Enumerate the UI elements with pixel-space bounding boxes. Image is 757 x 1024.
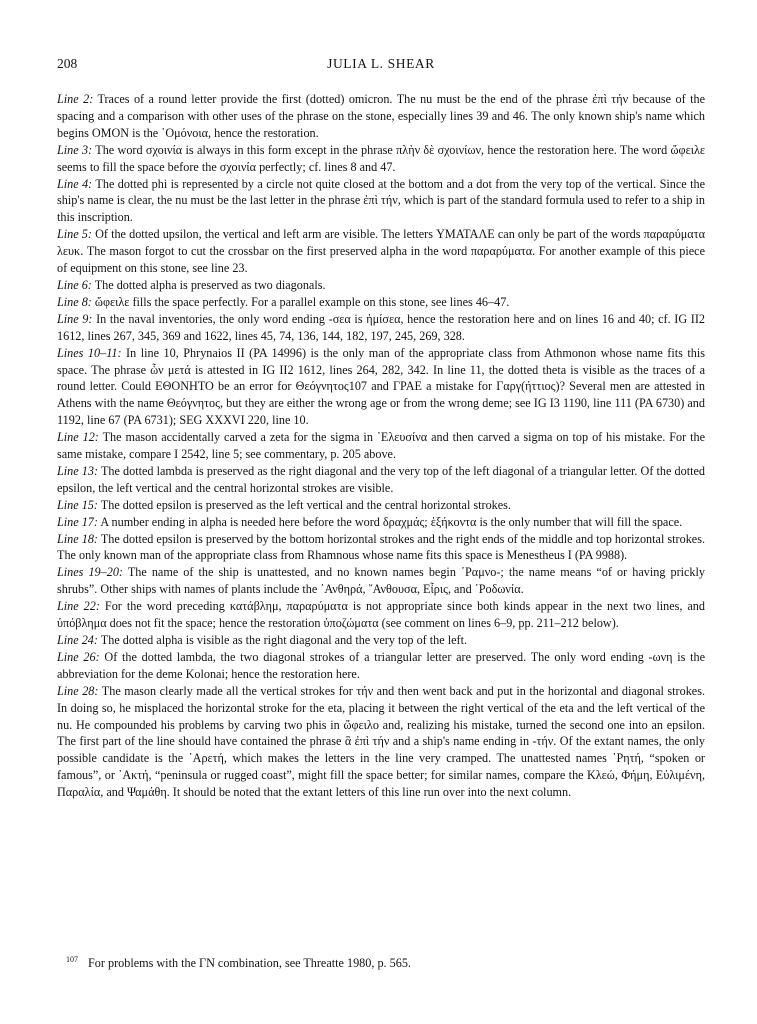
note-text: A number ending in alpha is needed here before the word δραχμάς; ἑξήκοντα is the only number that will fill the space. <box>97 514 683 529</box>
note-label: Line 26: <box>57 649 100 664</box>
note-label: Line 4: <box>57 176 93 191</box>
note-label: Line 6: <box>57 277 92 292</box>
note-label: Line 2: <box>57 92 94 106</box>
note-label: Line 8: <box>57 294 92 309</box>
note-text: In line 10, Phrynaios II (PA 14996) is the only man of the appropriate class from Athmonon whose name fits this space. The phrase ὧν μετά is attested in IG II2 1612, lines 264, 282, 342. In line 11, the dotted theta is visible as the traces of a round letter. Could ΕΘΟΝΗΤΟ be an error for Θεόγνητος107 and ΓΡΑΕ a mistake for Γαργ(ήττιος)? Several men are attested in Athens with the name Θεόγνητος, but they are either the wrong age or from the wrong deme; see IG I3 1190, line 111 (PA 6730) and 1192, line 67 (PA 6731); SEG XXXVI 220, line 10. <box>57 345 705 428</box>
commentary-note <box>57 294 705 311</box>
commentary-note <box>57 176 705 227</box>
note-label: Lines 10–11: <box>57 345 122 360</box>
note-label: Line 28: <box>57 683 99 698</box>
note-text: The dotted epsilon is preserved as the left vertical and the central horizontal strokes. <box>97 497 511 512</box>
running-head: JULIA L. SHEAR <box>327 56 435 71</box>
note-label: Line 12: <box>57 430 99 445</box>
footnote-number: 107 <box>66 955 78 964</box>
commentary-note <box>57 683 705 801</box>
note-text: The mason clearly made all the vertical strokes for τήν and then went back and put in the horizontal and diagonal strokes. In doing so, he misplaced the horizontal stroke for the eta, placing it between the right vertical of the eta and the left vertical of the nu. He compounded his problems by carving two phis in ὤφειλο and, realizing his mistake, turned the second one into an epsilon. The first part of the line should have contained the phrase ἃ ἐπὶ τήν and a ship's name ending in -τήν. Of the extant names, the only possible candidate is the ᾽Αρετή, which makes the letters in the line very cramped. The unattested names ῾Ρητή, “spoken or famous”, or ᾽Ακτή, “peninsula or rugged coast”, might fill the space better; for similar names, compare the Κλεώ, Φήμη, Εὐλιμένη, Παραλία, and Ψαμάθη. It should be noted that the extant letters of this line run over into the next column. <box>57 683 705 800</box>
commentary-note <box>57 531 705 565</box>
commentary-note <box>57 514 705 531</box>
note-text: Of the dotted lambda, the two diagonal strokes of a triangular letter are preserved. The only word ending -ωνη is the abbreviation for the deme Kolonai; hence the restoration here. <box>57 649 706 681</box>
note-text: ὤφειλε fills the space perfectly. For a parallel example on this stone, see lines 46–47. <box>91 294 510 309</box>
commentary-note <box>57 345 705 430</box>
commentary-note <box>57 564 705 598</box>
commentary-note <box>57 598 705 632</box>
note-text: The dotted epsilon is preserved by the bottom horizontal strokes and the right ends of the middle and top horizontal strokes. The only known man of the appropriate class from Rhamnous whose name fits this space is Menestheus I (PA 9988). <box>57 531 705 563</box>
commentary-note <box>57 142 705 176</box>
note-label: Lines 19–20: <box>57 565 123 580</box>
note-text: The dotted alpha is visible as the right diagonal and the very top of the left. <box>97 633 467 647</box>
commentary-notes <box>57 91 705 801</box>
commentary-note <box>57 429 705 463</box>
commentary-note <box>57 497 705 514</box>
note-label: Line 15: <box>57 497 98 512</box>
commentary-note <box>57 463 705 497</box>
note-label: Line 5: <box>57 227 92 242</box>
page-header <box>57 56 705 76</box>
commentary-note <box>57 649 705 683</box>
note-label: Line 9: <box>57 311 93 326</box>
note-label: Line 13: <box>57 463 99 478</box>
note-text: The name of the ship is unattested, and no known names begin ῾Ραμνο-; the name means “of or having prickly shrubs”. Other ships with names of plants include the ᾽Ανθηρά, ῎Ανθουσα, Εἶρις, and ῾Ροδωνία. <box>57 565 705 597</box>
note-text: The dotted alpha is preserved as two diagonals. <box>91 277 326 292</box>
note-label: Line 24: <box>57 633 98 647</box>
note-text: The word σχοινία is always in this form except in the phrase πλὴν δὲ σχοινίων, hence the restoration here. The word ὤφειλε seems to fill the space before the σχοινία perfectly; cf. lines 8 and 47. <box>57 142 706 174</box>
page-number: 208 <box>57 56 78 71</box>
footnote <box>66 952 706 971</box>
note-text: The dotted lambda is preserved as the right diagonal and the very top of the left diagonal of a triangular letter. Of the dotted epsilon, the left vertical and the central horizontal strokes are visible. <box>57 463 706 495</box>
note-label: Line 17: <box>57 514 98 529</box>
note-text: Traces of a round letter provide the first (dotted) omicron. The nu must be the end of the phrase ἐπὶ τήν because of the spacing and a comparison with other uses of the phrase on the stone, especially lines 39 and 46. The only known ship's name which begins OMON is the ῾Ομόνοια, hence the restoration. <box>57 92 705 140</box>
note-text: For the word preceding κατάβλημ, παραρύματα is not appropriate since both kinds appear in the next two lines, and ὑπόβλημα does not fit the space; hence the restoration ὑποζώματα (see comment on lines 6–9, pp. 211–212 below). <box>57 599 705 631</box>
commentary-note <box>57 632 705 649</box>
note-text: In the naval inventories, the only word ending -σεα is ἡμίσεα, hence the restoration here and on lines 16 and 40; cf. IG II2 1612, lines 267, 345, 369 and 1622, lines 45, 74, 136, 144, 182, 197, 245, 269, 328. <box>57 311 705 343</box>
note-label: Line 3: <box>57 142 93 157</box>
commentary-note <box>57 91 705 142</box>
note-text: Of the dotted upsilon, the vertical and left arm are visible. The letters ΥΜΑΤΑΛΕ can only be part of the words παραρύματα λευκ. The mason forgot to cut the crossbar on the first preserved alpha in the word παραρύματα. For another example of this piece of equipment on this stone, see line 23. <box>57 227 705 276</box>
commentary-note <box>57 226 705 277</box>
note-label: Line 22: <box>57 599 100 614</box>
note-text: The dotted phi is represented by a circle not quite closed at the bottom and a dot from the very top of the vertical. Since the ship's name is clear, the nu must be the last letter in the phrase ἐπὶ τήν, which is part of the standard formula used to refer to a ship in this inscription. <box>57 176 705 225</box>
note-text: The mason accidentally carved a zeta for the sigma in ᾽Ελευσίνα and then carved a sigma on top of his mistake. For the same mistake, compare I 2542, line 5; see commentary, p. 205 above. <box>57 430 705 462</box>
commentary-note <box>57 311 705 345</box>
commentary-note <box>57 277 705 294</box>
footnote-text: For problems with the ΓΝ combination, see Threatte 1980, p. 565. <box>88 956 411 970</box>
note-label: Line 18: <box>57 531 98 546</box>
